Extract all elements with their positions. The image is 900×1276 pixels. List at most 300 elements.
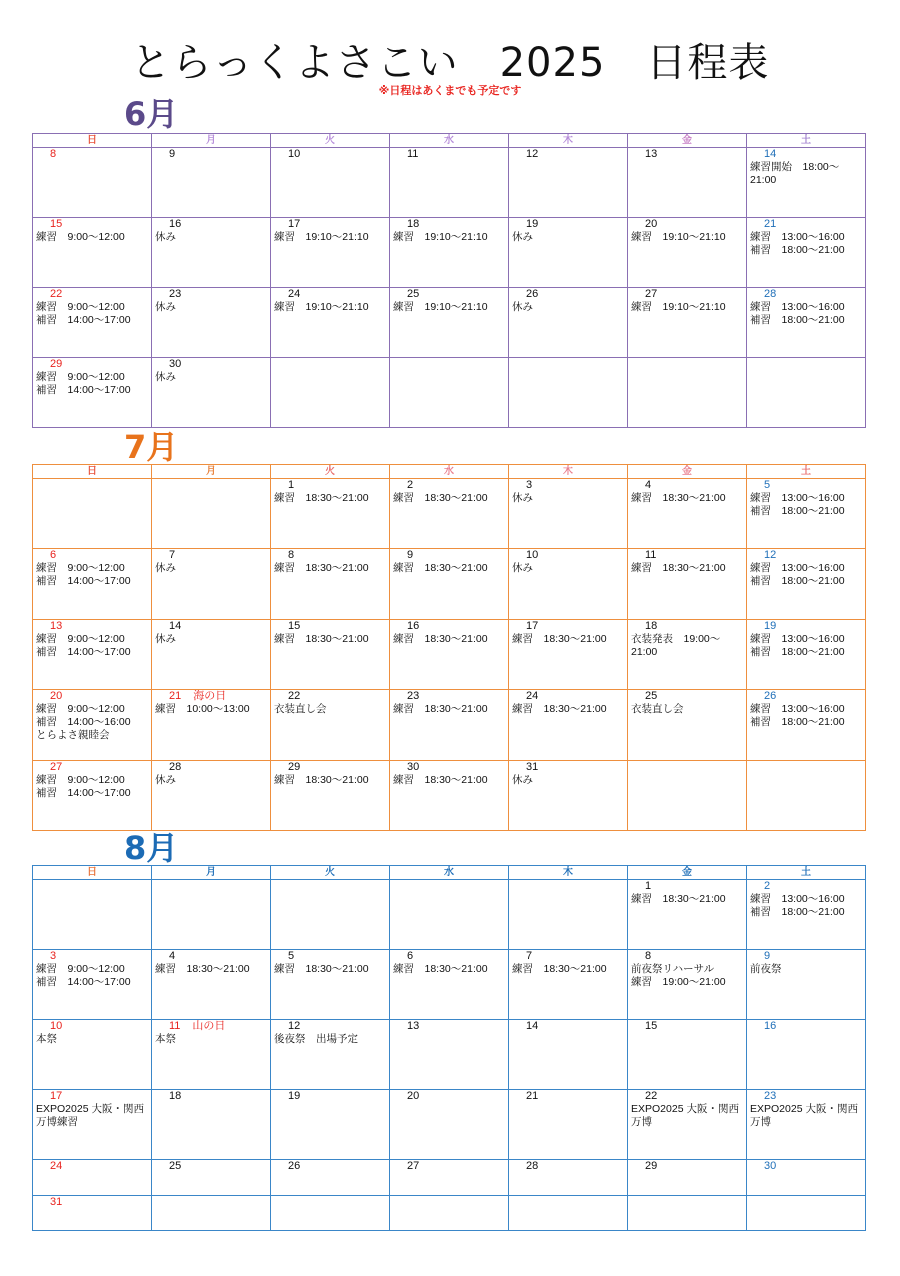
event-text: 練習 19:10～21:10 [274, 301, 369, 313]
day-header [155, 1020, 268, 1033]
calendar-cell [509, 549, 628, 619]
event-text: 休み [155, 562, 176, 575]
day-header [512, 218, 625, 231]
calendar-cell [628, 1020, 747, 1090]
day-header [155, 148, 268, 161]
day-number: 6 [407, 950, 414, 962]
calendar-cell [390, 950, 509, 1020]
weekday-header: 土 [747, 465, 866, 479]
event-text: 休み [155, 371, 176, 383]
day-number: 12 [526, 148, 539, 160]
calendar-cell [271, 690, 390, 760]
day-number: 8 [288, 549, 295, 562]
day-header [155, 950, 268, 963]
calendar-cell [747, 218, 866, 288]
day-header [274, 950, 387, 963]
day-number: 14 [169, 619, 182, 632]
day-number: 19 [526, 218, 539, 230]
day-number: 20 [50, 690, 63, 703]
day-number: 26 [288, 1160, 301, 1172]
day-number: 16 [169, 218, 182, 230]
day-header [36, 690, 149, 703]
weekday-header: 木 [509, 134, 628, 148]
calendar-cell [628, 620, 747, 690]
day-number: 14 [764, 148, 777, 160]
calendar-grid [32, 865, 866, 1231]
month-label: 7月 [124, 428, 179, 466]
weekday-header: 金 [628, 134, 747, 148]
calendar-cell [628, 1196, 747, 1232]
day-header [155, 288, 268, 301]
day-header [274, 1160, 387, 1173]
event-text: 練習 19:10～21:10 [274, 231, 369, 243]
day-number: 22 [645, 1090, 658, 1102]
day-number: 26 [764, 690, 777, 703]
calendar-cell [33, 761, 152, 831]
calendar-cell [33, 690, 152, 760]
day-number: 18 [169, 1090, 182, 1102]
day-header [155, 690, 268, 703]
weekday-header: 日 [33, 465, 152, 479]
calendar-cell [628, 218, 747, 288]
calendar-cell [390, 690, 509, 760]
day-header [274, 1020, 387, 1033]
event-text: 練習 9:00～12:00 [36, 371, 125, 383]
event-text: 練習 18:30～21:00 [631, 562, 726, 575]
event-text: 練習 18:30～21:00 [393, 773, 488, 786]
day-number: 13 [50, 619, 63, 632]
weekday-header: 水 [390, 465, 509, 479]
event-text: 休み [155, 632, 176, 645]
calendar-cell [33, 880, 152, 950]
calendar-cell [747, 761, 866, 831]
event-text: とらよさ親睦会 [36, 729, 110, 742]
calendar-cell [509, 880, 628, 950]
calendar-cell [509, 218, 628, 288]
calendar-cell [628, 288, 747, 358]
weekday-header: 金 [628, 465, 747, 479]
calendar-cell [747, 950, 866, 1020]
day-header [155, 218, 268, 231]
calendar-cell [390, 549, 509, 619]
calendar-cell [628, 1090, 747, 1160]
day-header [512, 1090, 625, 1103]
calendar-cell [271, 1020, 390, 1090]
calendar-cell [747, 1020, 866, 1090]
weekday-header: 火 [271, 866, 390, 880]
event-text: 補習 14:00～17:00 [36, 384, 131, 396]
day-number: 24 [526, 690, 539, 703]
event-text: 衣装直し会 [274, 703, 327, 716]
weekday-header: 日 [33, 134, 152, 148]
event-text: 練習 9:00～12:00 [36, 562, 125, 575]
day-header [274, 479, 387, 492]
weekday-header: 木 [509, 866, 628, 880]
day-header [36, 218, 149, 231]
calendar-cell [152, 148, 271, 218]
event-text: 休み [512, 231, 533, 243]
day-number: 30 [407, 760, 420, 773]
day-header [155, 549, 268, 562]
day-header [36, 1160, 149, 1173]
calendar-cell [33, 1020, 152, 1090]
calendar-cell [628, 1160, 747, 1196]
day-header [750, 288, 863, 301]
day-number: 30 [764, 1160, 777, 1172]
day-number: 19 [288, 1090, 301, 1102]
day-number: 2 [764, 880, 771, 892]
calendar-cell [152, 1196, 271, 1232]
calendar-cell [33, 218, 152, 288]
day-header [393, 950, 506, 963]
event-text: 休み [155, 773, 176, 786]
day-number: 27 [407, 1160, 420, 1172]
day-number: 21 [526, 1090, 539, 1102]
day-number: 9 [407, 549, 414, 562]
event-text: 休み [512, 562, 533, 575]
day-header [631, 479, 744, 492]
day-number: 24 [288, 288, 301, 300]
day-number: 25 [169, 1160, 182, 1172]
event-text: 練習 18:30～21:00 [631, 893, 726, 905]
calendar-cell [747, 1196, 866, 1232]
day-number: 28 [764, 288, 777, 300]
calendar-cell [271, 479, 390, 549]
weekday-header: 水 [390, 134, 509, 148]
event-text: 練習 9:00～12:00 [36, 301, 125, 313]
day-number: 13 [407, 1020, 420, 1032]
event-text: 補習 14:00～17:00 [36, 786, 131, 799]
weekday-header: 金 [628, 866, 747, 880]
day-header [631, 1020, 744, 1033]
day-number: 22 [50, 288, 63, 300]
day-number: 11 [407, 148, 419, 160]
weekday-header: 日 [33, 866, 152, 880]
day-number: 24 [50, 1160, 63, 1172]
calendar-cell [271, 148, 390, 218]
day-number: 12 [288, 1020, 301, 1032]
day-number: 13 [645, 148, 658, 160]
calendar-cell [747, 358, 866, 428]
day-header [393, 479, 506, 492]
calendar-cell [152, 950, 271, 1020]
calendar-cell [271, 1196, 390, 1232]
event-text: 練習開始 18:00～21:00 [750, 161, 840, 186]
calendar-cell [152, 479, 271, 549]
day-header [36, 148, 149, 161]
calendar-cell [271, 761, 390, 831]
day-header [512, 1020, 625, 1033]
event-text: 練習 18:30～21:00 [393, 632, 488, 645]
day-header [393, 761, 506, 774]
event-text: 補習 18:00～21:00 [750, 244, 845, 256]
calendar-cell [628, 358, 747, 428]
day-number: 29 [50, 358, 63, 370]
calendar-cell [271, 358, 390, 428]
weekday-header: 木 [509, 465, 628, 479]
day-header [274, 620, 387, 633]
day-number: 23 [407, 690, 420, 703]
day-header [274, 1090, 387, 1103]
calendar-cell [152, 1020, 271, 1090]
calendar-cell [628, 549, 747, 619]
event-text: 練習 13:00～16:00 [750, 231, 845, 243]
day-header [512, 690, 625, 703]
day-header [36, 549, 149, 562]
day-number: 3 [526, 479, 533, 491]
event-text: 補習 14:00～16:00 [36, 716, 131, 729]
event-text: 休み [512, 773, 533, 786]
calendar-cell [509, 479, 628, 549]
day-header [750, 479, 863, 492]
event-text: 練習 18:30～21:00 [393, 703, 488, 716]
day-number: 5 [288, 950, 295, 962]
event-text: 練習 18:30～21:00 [512, 963, 607, 975]
day-number: 8 [645, 950, 652, 962]
day-header [393, 690, 506, 703]
calendar-grid [32, 133, 866, 428]
calendar-cell [390, 620, 509, 690]
day-header [631, 620, 744, 633]
event-text: 練習 13:00～16:00 [750, 562, 845, 575]
day-number: 10 [50, 1020, 63, 1032]
calendar-cell [628, 761, 747, 831]
day-number: 25 [645, 690, 658, 703]
calendar-cell [33, 479, 152, 549]
day-number: 26 [526, 288, 539, 300]
day-header [155, 620, 268, 633]
event-text: 練習 19:10～21:10 [631, 301, 726, 313]
day-number: 23 [764, 1090, 777, 1102]
event-text: 練習 13:00～16:00 [750, 893, 845, 905]
day-number: 19 [764, 619, 777, 632]
calendar-cell [509, 690, 628, 760]
day-number: 25 [407, 288, 420, 300]
event-text: 補習 14:00～17:00 [36, 314, 131, 326]
day-number: 9 [169, 148, 176, 160]
event-text: 練習 13:00～16:00 [750, 703, 845, 716]
day-header [512, 549, 625, 562]
event-text: 練習 18:30～21:00 [393, 963, 488, 975]
calendar-cell [271, 1090, 390, 1160]
day-header [750, 1160, 863, 1173]
event-text: 練習 9:00～12:00 [36, 773, 125, 786]
calendar-cell [33, 549, 152, 619]
month-label: 8月 [124, 829, 179, 867]
event-text: 休み [512, 301, 533, 313]
day-header [631, 288, 744, 301]
calendar-cell [747, 620, 866, 690]
event-text: 練習 18:30～21:00 [274, 492, 369, 504]
weekday-header: 月 [152, 866, 271, 880]
day-header [393, 549, 506, 562]
event-text: 補習 18:00～21:00 [750, 716, 845, 729]
calendar-cell [747, 288, 866, 358]
calendar-cell [390, 148, 509, 218]
calendar-cell [390, 1020, 509, 1090]
day-header [512, 950, 625, 963]
day-header [750, 620, 863, 633]
holiday-label: 海の日 [193, 690, 227, 703]
day-number: 7 [526, 950, 533, 962]
day-header [631, 880, 744, 893]
calendar-cell [33, 1090, 152, 1160]
event-text: 休み [155, 231, 176, 243]
calendar-cell [271, 549, 390, 619]
event-text: 練習 18:30～21:00 [155, 963, 250, 975]
calendar-cell [271, 950, 390, 1020]
calendar-cell [747, 549, 866, 619]
calendar-cell [509, 1160, 628, 1196]
day-number: 18 [407, 218, 420, 230]
event-text: 補習 14:00～17:00 [36, 575, 131, 588]
day-header [631, 218, 744, 231]
day-header [393, 288, 506, 301]
day-header [393, 218, 506, 231]
day-header [750, 148, 863, 161]
day-header [36, 1020, 149, 1033]
day-number: 21 [764, 218, 777, 230]
event-text: 練習 18:30～21:00 [274, 562, 369, 575]
day-header [393, 148, 506, 161]
calendar-cell [33, 950, 152, 1020]
weekday-header: 月 [152, 134, 271, 148]
event-text: 練習 18:30～21:00 [631, 492, 726, 504]
schedule-note: ※日程はあくまでも予定です [378, 85, 522, 97]
day-number: 21 [169, 690, 182, 703]
calendar-cell [390, 1160, 509, 1196]
day-header [631, 549, 744, 562]
day-header [750, 218, 863, 231]
calendar-cell [390, 218, 509, 288]
day-header [631, 690, 744, 703]
calendar-cell [271, 218, 390, 288]
calendar-cell [390, 479, 509, 549]
event-text: 練習 9:00～12:00 [36, 703, 125, 716]
day-number: 4 [645, 479, 652, 491]
day-number: 10 [288, 148, 301, 160]
calendar-cell [152, 690, 271, 760]
event-text: 練習 18:30～21:00 [512, 703, 607, 716]
day-header [155, 1090, 268, 1103]
day-header [36, 358, 149, 371]
calendar-cell [509, 620, 628, 690]
day-header [155, 1160, 268, 1173]
event-text: 練習 13:00～16:00 [750, 301, 845, 313]
calendar-cell [152, 620, 271, 690]
day-header [512, 148, 625, 161]
day-number: 10 [526, 549, 539, 562]
calendar-cell [33, 358, 152, 428]
event-text: 練習 10:00～13:00 [155, 703, 250, 716]
day-header [36, 1090, 149, 1103]
day-number: 15 [50, 218, 63, 230]
day-number: 14 [526, 1020, 539, 1032]
day-header [36, 761, 149, 774]
day-header [631, 950, 744, 963]
event-text: 補習 14:00～17:00 [36, 645, 131, 658]
day-number: 16 [407, 619, 420, 632]
day-header [512, 620, 625, 633]
event-text: 衣装発表 19:00～21:00 [631, 632, 721, 658]
day-number: 29 [288, 760, 301, 773]
calendar-cell [152, 1090, 271, 1160]
page-title: とらっくよさこい 2025 日程表 [130, 40, 770, 86]
day-number: 6 [50, 549, 57, 562]
day-number: 20 [407, 1090, 420, 1102]
event-text: 前夜祭 [750, 963, 782, 975]
month-label: 6月 [124, 95, 179, 133]
calendar-cell [747, 148, 866, 218]
calendar-cell [33, 620, 152, 690]
weekday-header: 月 [152, 465, 271, 479]
calendar-cell [509, 1020, 628, 1090]
day-header [631, 148, 744, 161]
event-text: 練習 18:30～21:00 [274, 963, 369, 975]
calendar-cell [152, 880, 271, 950]
event-text: 休み [155, 301, 176, 313]
weekday-header: 火 [271, 465, 390, 479]
calendar-cell [628, 950, 747, 1020]
event-text: EXPO2025 大阪・関西万博 [631, 1103, 739, 1128]
calendar-cell [33, 288, 152, 358]
day-header [36, 288, 149, 301]
day-header [750, 1090, 863, 1103]
event-text: 練習 18:30～21:00 [274, 773, 369, 786]
day-number: 15 [645, 1020, 658, 1032]
calendar-cell [390, 1196, 509, 1232]
day-header [274, 218, 387, 231]
event-text: 本祭 [36, 1033, 57, 1045]
calendar-cell [747, 1090, 866, 1160]
day-header [155, 358, 268, 371]
day-number: 3 [50, 950, 57, 962]
day-number: 17 [288, 218, 301, 230]
day-number: 18 [645, 619, 658, 632]
day-number: 17 [526, 619, 539, 632]
calendar-cell [390, 358, 509, 428]
day-number: 31 [526, 760, 539, 773]
day-header [750, 880, 863, 893]
day-number: 7 [169, 549, 176, 562]
day-number: 28 [169, 760, 182, 773]
calendar-cell [509, 1090, 628, 1160]
day-header [393, 1020, 506, 1033]
holiday-label: 山の日 [192, 1020, 226, 1032]
calendar-cell [509, 358, 628, 428]
weekday-header: 火 [271, 134, 390, 148]
day-number: 11 [645, 549, 657, 562]
day-header [393, 1090, 506, 1103]
calendar-cell [628, 690, 747, 760]
event-text: 補習 14:00～17:00 [36, 976, 131, 988]
calendar-cell [509, 1196, 628, 1232]
calendar-cell [390, 880, 509, 950]
day-number: 17 [50, 1090, 63, 1102]
day-header [512, 288, 625, 301]
calendar-cell [509, 288, 628, 358]
calendar-cell [509, 950, 628, 1020]
event-text: 後夜祭 出場予定 [274, 1033, 358, 1045]
day-header [512, 1160, 625, 1173]
event-text: 前夜祭リハーサル [631, 963, 715, 975]
day-number: 12 [764, 549, 777, 562]
day-header [631, 1090, 744, 1103]
day-number: 20 [645, 218, 658, 230]
calendar-cell [152, 1160, 271, 1196]
calendar-cell [152, 288, 271, 358]
event-text: 補習 18:00～21:00 [750, 575, 845, 588]
